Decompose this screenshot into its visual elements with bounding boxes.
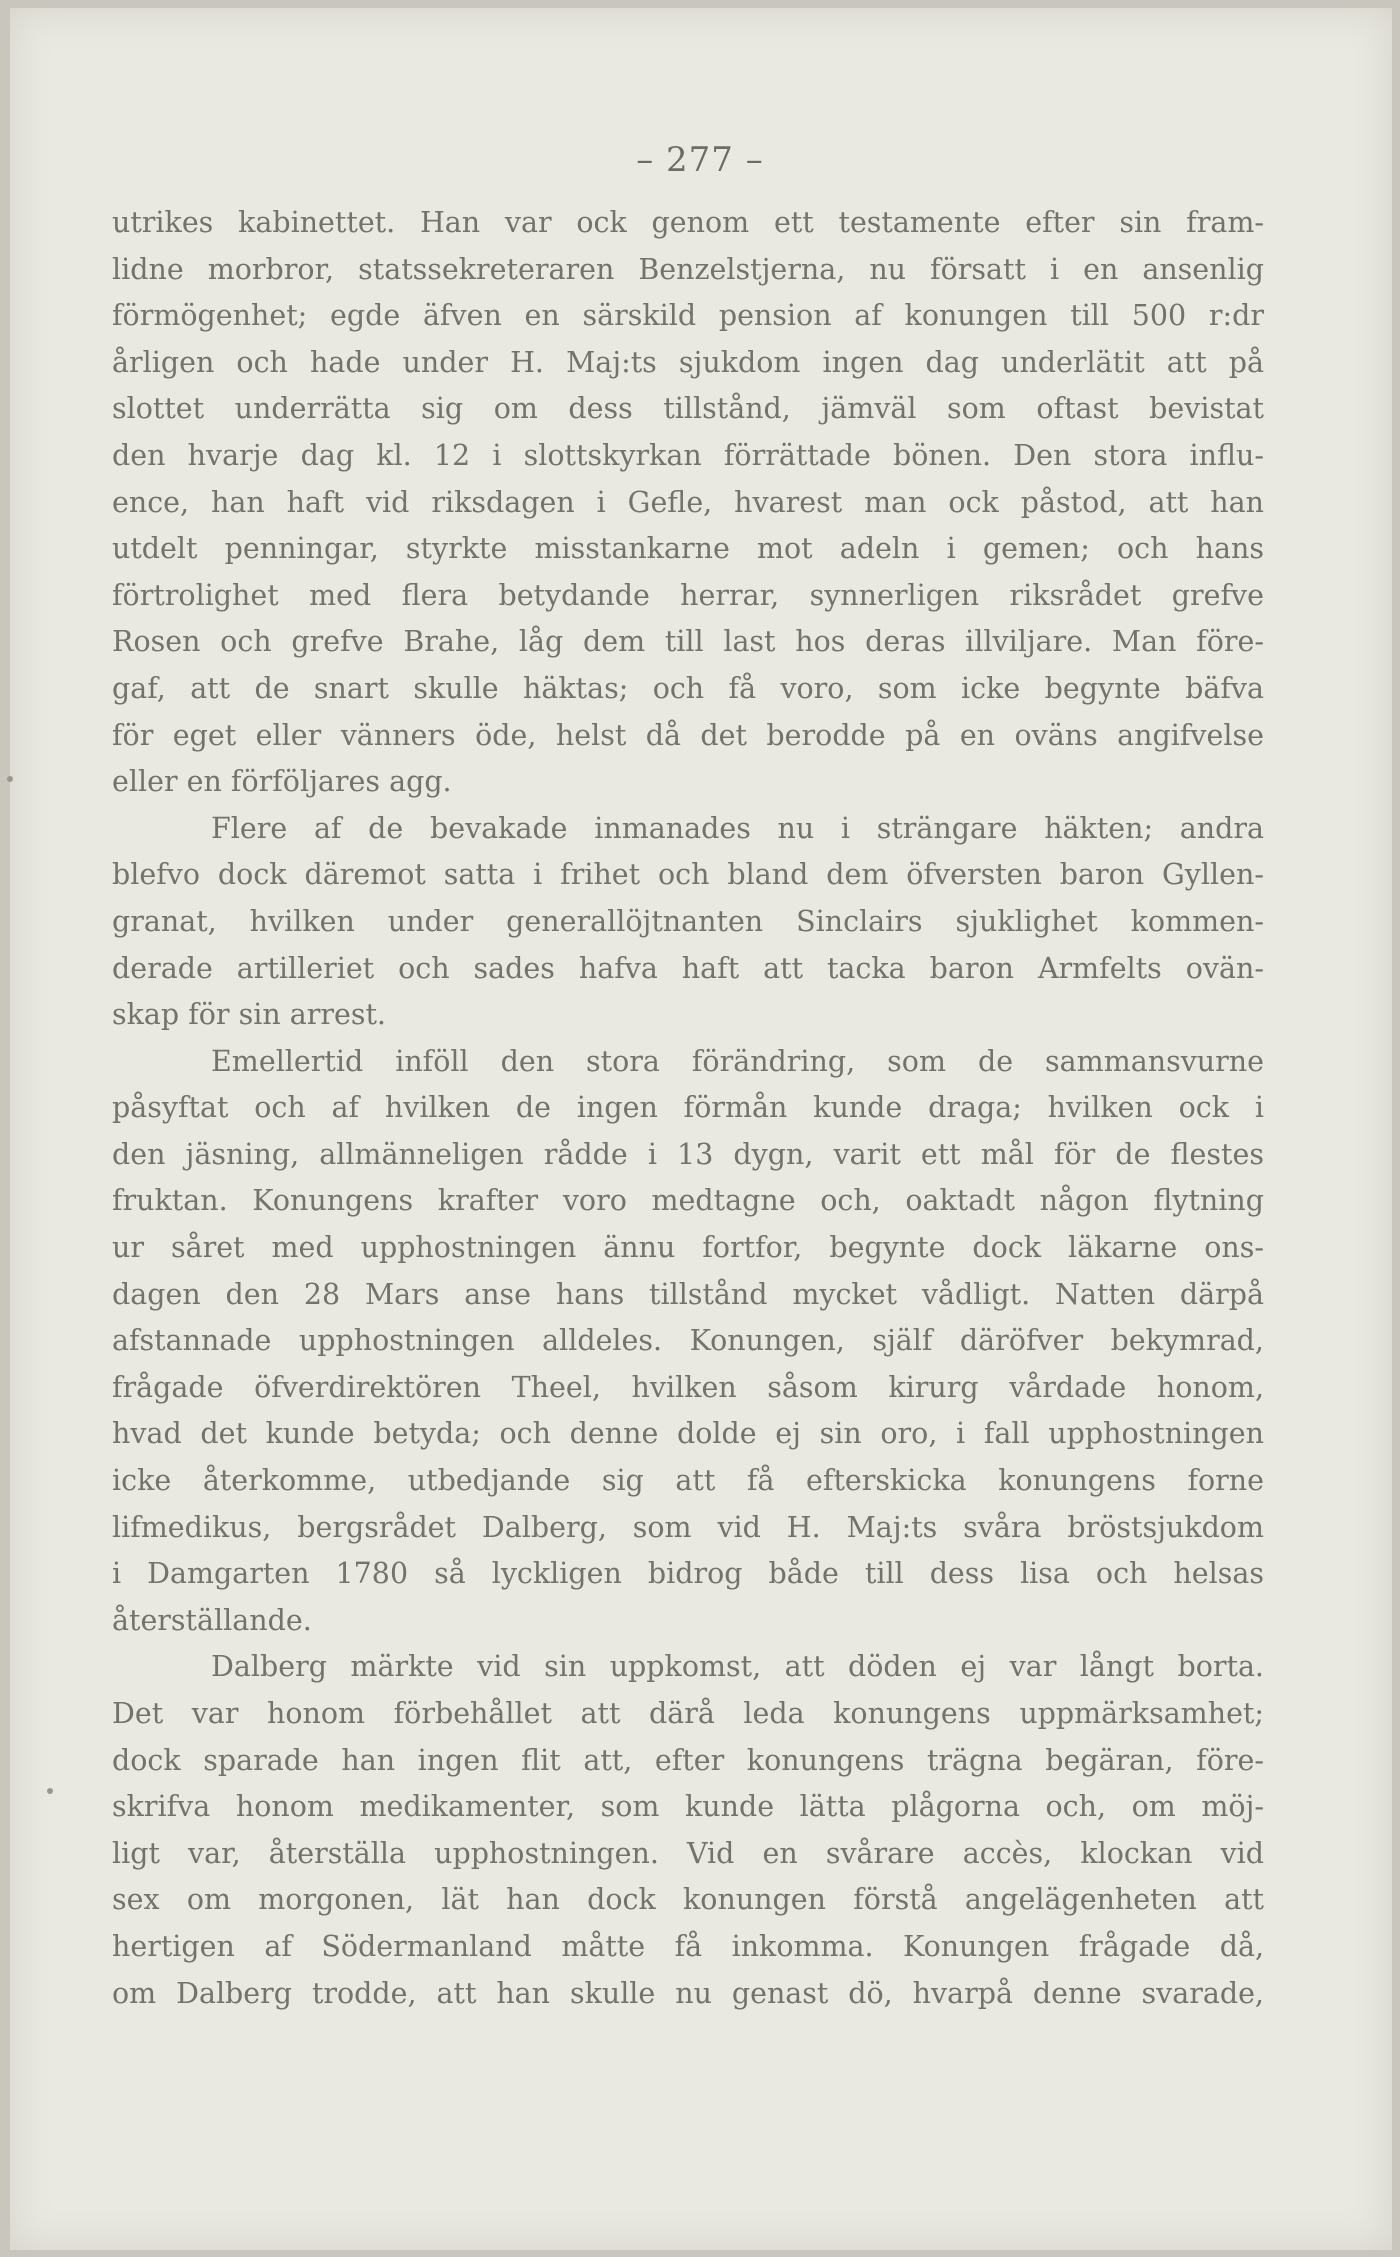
text-line: Det var honom förbehållet att därå leda konungens uppmärksamhet; (112, 1697, 1264, 1730)
text-line: förtrolighet med flera betydande herrar, synnerligen riksrådet grefve (112, 578, 1264, 612)
text-line: sex om morgonen, lät han dock konungen förstå angelägenheten att (112, 1883, 1264, 1917)
text-line: om Dalberg trodde, att han skulle nu genast dö, hvarpå denne svarade, (112, 1976, 1264, 2010)
text-line: lifmedikus, bergsrådet Dalberg, som vid H. Maj:ts svåra bröstsjukdom (112, 1510, 1264, 1544)
text-line: eller en förföljares agg. (112, 765, 452, 799)
text-line: dagen den 28 Mars anse hans tillstånd mycket vådligt. Natten därpå (112, 1277, 1264, 1311)
text-line: Dalberg märkte vid sin uppkomst, att döden ej var långt borta. (211, 1650, 1264, 1684)
margin-dot-mark (7, 776, 13, 782)
text-line: fruktan. Konungens krafter voro medtagne och, oaktadt någon flytning (112, 1184, 1264, 1218)
text-line: ur såret med upphostningen ännu fortfor, begynte dock läkarne ons- (112, 1231, 1264, 1265)
text-line: Flere af de bevakade inmanades nu i strängare häkten; andra (211, 811, 1264, 845)
page-number: – 277 – (636, 140, 764, 180)
text-line: i Damgarten 1780 så lyckligen bidrog både till dess lisa och helsas (112, 1557, 1264, 1591)
text-line: utrikes kabinettet. Han var ock genom ett testamente efter sin fram- (112, 206, 1264, 239)
text-line: icke återkomme, utbedjande sig att få efterskicka konungens forne (112, 1464, 1264, 1498)
text-line: förmögenhet; egde äfven en särskild pension af konungen till 500 r:dr (112, 299, 1264, 333)
text-line: ligt var, återställa upphostningen. Vid en svårare accès, klockan vid (112, 1836, 1264, 1870)
text-line: skap för sin arrest. (112, 998, 386, 1032)
text-line: Emellertid inföll den stora förändring, som de sammansvurne (211, 1044, 1264, 1078)
text-line: för eget eller vänners öde, helst då det berodde på en oväns angifvelse (112, 718, 1264, 752)
text-line: återställande. (112, 1603, 312, 1637)
text-line: Rosen och grefve Brahe, låg dem till last hos deras illviljare. Man före- (112, 625, 1264, 659)
text-line: lidne morbror, statssekreteraren Benzelstjerna, nu försatt i en ansenlig (112, 252, 1264, 286)
text-line: hvad det kunde betyda; och denne dolde ej sin oro, i fall upphostningen (112, 1417, 1264, 1451)
text-line: frågade öfverdirektören Theel, hvilken såsom kirurg vårdade honom, (112, 1370, 1264, 1404)
text-line: den hvarje dag kl. 12 i slottskyrkan förrättade bönen. Den stora influ- (112, 438, 1264, 472)
text-line: slottet underrätta sig om dess tillstånd, jämväl som oftast bevistat (112, 392, 1264, 426)
text-line: granat, hvilken under generallöjtnanten Sinclairs sjuklighet kommen- (112, 904, 1264, 938)
text-line: derade artilleriet och sades hafva haft att tacka baron Armfelts ovän- (112, 951, 1264, 985)
text-line: afstannade upphostningen alldeles. Konungen, själf däröfver bekymrad, (112, 1324, 1264, 1358)
margin-dot-mark (47, 1788, 53, 1794)
text-line: den jäsning, allmänneligen rådde i 13 dygn, varit ett mål för de flestes (112, 1137, 1264, 1171)
text-line: utdelt penningar, styrkte misstankarne mot adeln i gemen; och hans (112, 532, 1264, 566)
text-line: skrifva honom medikamenter, som kunde lätta plågorna och, om möj- (112, 1790, 1264, 1824)
text-line: gaf, att de snart skulle häktas; och få voro, som icke begynte bäfva (112, 671, 1264, 705)
text-line: ence, han haft vid riksdagen i Gefle, hvarest man ock påstod, att han (112, 485, 1264, 519)
text-line: påsyftat och af hvilken de ingen förmån kunde draga; hvilken ock i (112, 1091, 1264, 1125)
body-text (112, 200, 1264, 2017)
text-line: hertigen af Södermanland måtte få inkomma. Konungen frågade då, (112, 1929, 1264, 1963)
text-line: årligen och hade under H. Maj:ts sjukdom ingen dag underlätit att på (112, 345, 1264, 379)
text-line: dock sparade han ingen flit att, efter konungens trägna begäran, före- (112, 1743, 1264, 1777)
text-line: blefvo dock däremot satta i frihet och bland dem öfversten baron Gyllen- (112, 858, 1264, 892)
